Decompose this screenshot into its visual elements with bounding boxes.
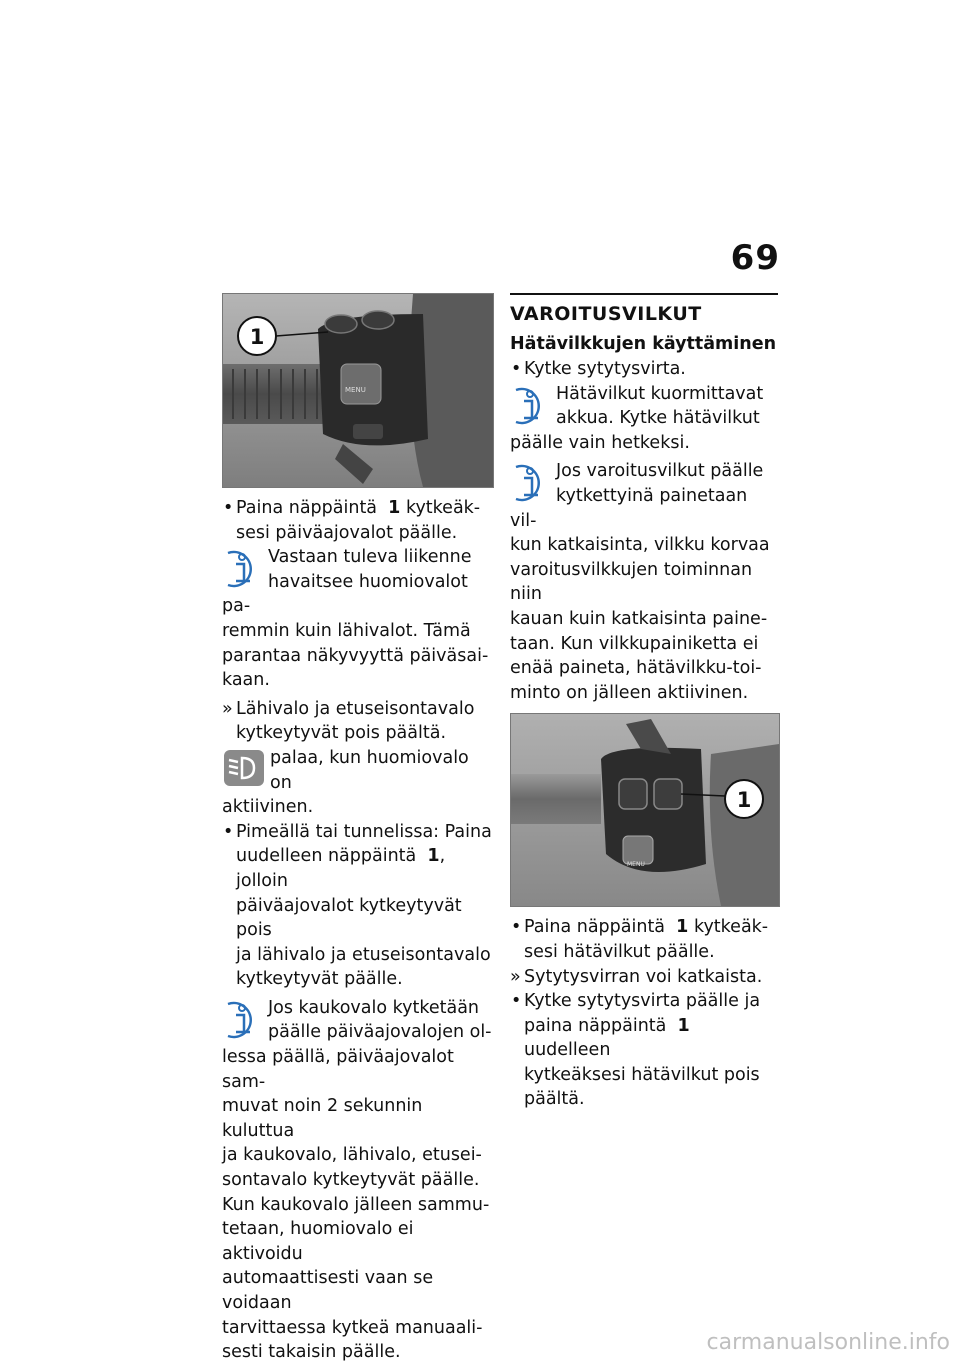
text-span: paina näppäintä [524,1015,667,1036]
text-line: Kytke sytytysvirta päälle ja [524,991,761,1012]
subsection-heading: Hätävilkkujen käyttäminen [510,334,777,354]
button-reference: 1 [676,917,689,938]
text-line: taan. Kun vilkkupainiketta ei [510,633,759,654]
right-handlebar-illustration [511,714,779,906]
left-column [222,293,492,1365]
text-line: Jos varoitusvilkut päälle [556,461,764,482]
text-span: Paina näppäintä [524,917,666,938]
text-line: lessa päällä, päiväajovalot sam- [222,1047,454,1092]
text-line: kauan kuin katkaisinta paine- [510,608,768,629]
watermark: carmanualsonline.info [706,1330,950,1355]
instruction-step [510,357,778,382]
info-icon [222,547,262,591]
low-beam-indicator-icon [224,748,264,792]
text-line: automaattisesti vaan se voidaan [222,1268,434,1313]
right-handlebar-figure [510,713,780,907]
result-marker: » [510,966,521,987]
result-step [222,697,492,746]
text-line: ja kaukovalo, lähivalo, etusei- [222,1145,482,1166]
button-reference: 1 [427,846,440,867]
text-line: enää paineta, hätävilkku-toi- [510,658,762,679]
info-icon [222,998,262,1042]
result-step [510,965,778,990]
callout-1: 1 [249,325,265,349]
result-marker: » [222,698,233,719]
text-line: Kytke sytytysvirta. [524,359,686,379]
text-line: minto on jälleen aktiivinen. [510,682,749,703]
text-line: Jos kaukovalo kytketään [268,997,480,1018]
text-line: Sytytysvirran voi katkaista. [524,966,763,987]
text-line: kytkeytyvät päälle. [236,969,403,990]
text-line: Lähivalo ja etuseisontavalo [236,698,475,719]
text-line: muvat noin 2 sekunnin kuluttua [222,1096,423,1141]
text-line: Kun kaukovalo jälleen sammu- [222,1194,490,1215]
text-line: akkua. Kytke hätävilkut [556,408,760,429]
text-line: tarvittaessa kytkeä manuaali- [222,1317,483,1338]
info-note [510,459,778,705]
left-handlebar-figure [222,293,494,488]
text-line: remmin kuin lähivalot. Tämä [222,620,471,641]
text-span: kytkeäk- [405,498,481,518]
right-column [510,293,778,1112]
info-icon [510,384,550,428]
info-icon [510,461,550,505]
info-note [222,996,492,1365]
instruction-step [222,820,492,992]
text-span: , jolloin [236,846,446,891]
text-line: kun katkaisinta, vilkku korvaa [510,535,770,556]
page-number: 69 [730,238,780,278]
text-line: kytkeytyvät pois päältä. [236,723,447,744]
info-note [510,382,778,456]
text-span: Paina näppäintä [236,498,378,518]
info-note [222,545,492,693]
button-reference: 1 [388,498,401,518]
button-reference: 1 [677,1015,690,1036]
text-line: Vastaan tuleva liikenne [268,547,472,568]
text-span: kytkeäk- [693,917,769,938]
text-line: päälle vain hetkeksi. [510,432,690,453]
text-line: Pimeällä tai tunnelissa: Paina [236,821,492,842]
text-line: havaitsee huomiovalot pa- [222,571,468,617]
text-line: päiväajovalot kytkeytyvät pois [236,895,462,941]
text-line: palaa, kun huomiovalo on [270,747,469,793]
text-line: kytkeäksesi hätävilkut pois [524,1064,760,1085]
text-line: sontavalo kytkeytyvät päälle. [222,1170,480,1191]
text-line: ja lähivalo ja etuseisontavalo [236,944,491,965]
text-span: uudelleen näppäintä [236,846,417,867]
text-line: päälle päiväajovalojen ol- [268,1022,492,1043]
menu-label: MENU [345,386,366,394]
text-line: tetaan, huomiovalo ei aktivoidu [222,1219,414,1264]
text-line: päältä. [524,1089,585,1110]
section-heading: VAROITUSVILKUT [510,303,702,325]
text-line: aktiivinen. [222,797,314,818]
instruction-step [510,915,778,964]
text-line: kytkettyinä painetaan vil- [510,485,748,531]
text-line: Hätävilkut kuormittavat [556,383,764,404]
text-line: varoitusvilkkujen toiminnan niin [510,559,753,605]
menu-label: MENU [627,861,645,869]
left-handlebar-illustration [223,294,493,487]
text-line: parantaa näkyvyyttä päiväsai- [222,645,489,666]
text-line: kaan. [222,670,270,691]
callout-1: 1 [736,788,752,813]
text-line: sesi hätävilkut päälle. [524,941,715,962]
lamp-note [222,746,492,820]
instruction-step [222,496,492,545]
text-span: sesi päiväajovalot päälle. [236,522,458,543]
text-line: sesti takaisin päälle. [222,1342,401,1363]
section-rule [510,293,778,295]
text-span: uudelleen [524,1040,611,1061]
instruction-step [510,989,778,1112]
